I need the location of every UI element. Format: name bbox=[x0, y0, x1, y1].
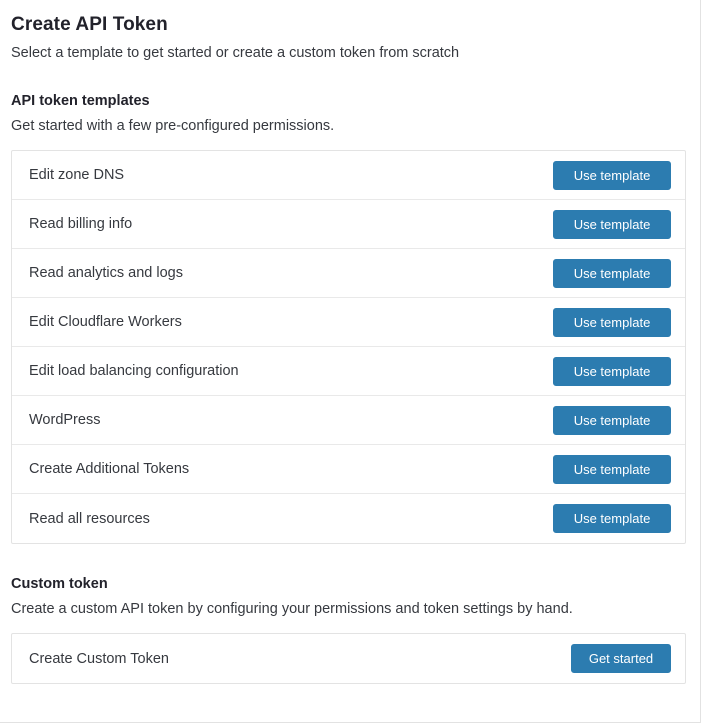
use-template-button[interactable]: Use template bbox=[553, 161, 671, 190]
template-name: WordPress bbox=[29, 412, 101, 428]
table-row bbox=[12, 249, 685, 298]
table-row bbox=[12, 445, 685, 494]
table-row bbox=[12, 396, 685, 445]
template-name: Read analytics and logs bbox=[29, 265, 183, 281]
get-started-button[interactable]: Get started bbox=[571, 644, 671, 673]
custom-token-card bbox=[11, 633, 686, 684]
table-row bbox=[12, 634, 685, 683]
custom-token-heading: Custom token bbox=[11, 576, 108, 592]
table-row bbox=[12, 151, 685, 200]
template-name: Edit zone DNS bbox=[29, 167, 125, 183]
templates-section-description: Get started with a few pre-configured permissions. bbox=[11, 118, 335, 134]
use-template-button[interactable]: Use template bbox=[553, 357, 671, 386]
template-name: Read billing info bbox=[29, 216, 133, 232]
table-row bbox=[12, 298, 685, 347]
page-title: Create API Token bbox=[11, 14, 168, 35]
api-token-templates-list bbox=[11, 150, 686, 544]
custom-token-row-label: Create Custom Token bbox=[29, 650, 169, 667]
templates-section-heading: API token templates bbox=[11, 93, 150, 109]
use-template-button[interactable]: Use template bbox=[553, 210, 671, 239]
custom-token-description: Create a custom API token by configuring your permissions and token settings by hand. bbox=[11, 601, 573, 617]
template-name: Edit load balancing configuration bbox=[29, 363, 239, 379]
use-template-button[interactable]: Use template bbox=[553, 504, 671, 533]
template-name: Read all resources bbox=[29, 510, 150, 527]
table-row bbox=[12, 200, 685, 249]
table-row bbox=[12, 347, 685, 396]
use-template-button[interactable]: Use template bbox=[553, 308, 671, 337]
template-name: Edit Cloudflare Workers bbox=[29, 314, 182, 330]
template-name: Create Additional Tokens bbox=[29, 461, 190, 477]
table-row bbox=[12, 494, 685, 543]
page-subtitle: Select a template to get started or create a custom token from scratch bbox=[11, 45, 460, 61]
use-template-button[interactable]: Use template bbox=[553, 455, 671, 484]
use-template-button[interactable]: Use template bbox=[553, 406, 671, 435]
use-template-button[interactable]: Use template bbox=[553, 259, 671, 288]
